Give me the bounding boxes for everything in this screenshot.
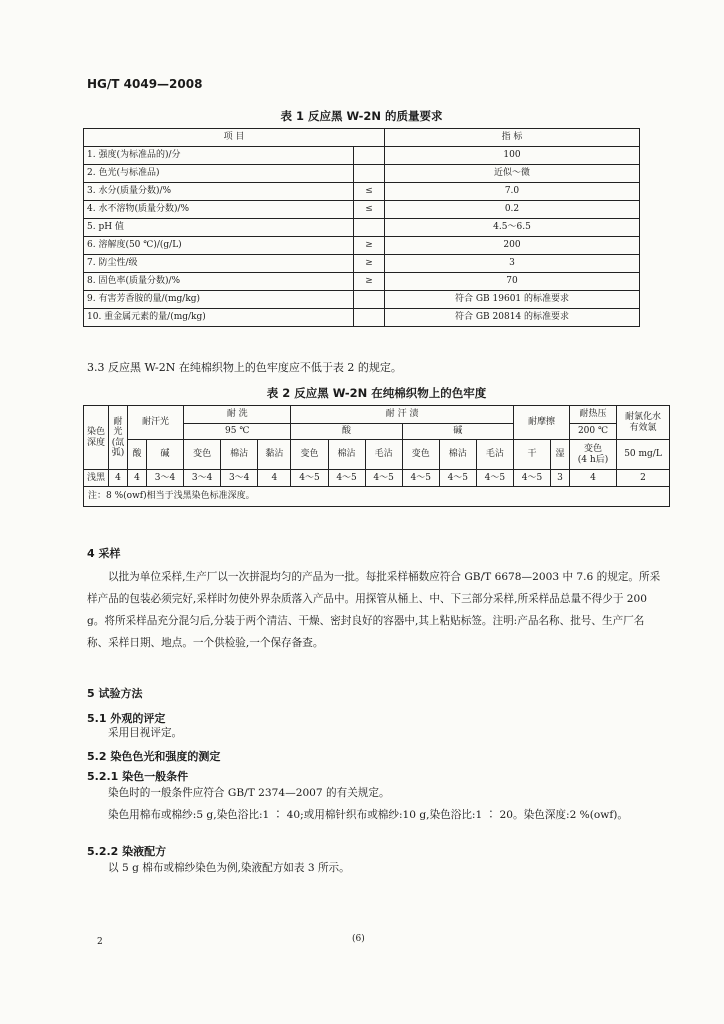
head-alkali-change: 变色 [402,440,439,470]
row-operator [354,291,385,309]
table-cell: 4～5 [402,470,439,487]
page-sequence: (6) [352,934,365,944]
table-row [84,291,640,309]
table-row [84,255,640,273]
head-sweat-light: 耐汗光 [128,406,184,440]
head-hot-press-temp: 200 ℃ [570,424,617,440]
header-item: 项 目 [84,129,385,147]
table-header-row [84,129,640,147]
table1-caption: 表 1 反应黑 W-2N 的质量要求 [280,109,443,123]
table-cell: 4 [258,470,291,487]
head-light: 耐光(氙弧) [109,406,128,470]
row-operator [354,147,385,165]
table-row [84,237,640,255]
row-value: 符合 GB 20814 的标准要求 [385,309,640,327]
row-value: 近似～微 [385,165,640,183]
head-wash-viscose: 黏沾 [258,440,291,470]
table-row [84,470,670,487]
row-item: 2. 色光(与标准品) [84,165,354,183]
head-alkali-wool: 毛沾 [476,440,513,470]
row-value: 70 [385,273,640,291]
table-cell: 4～5 [291,470,328,487]
section-4-body: 以批为单位采样,生产厂以一次拼混均匀的产品为一批。每批采样桶数应符合 GB/T 6678—2003 中 7.6 的规定。所采样产品的包装必须完好,采样时勿使外界杂质落入产品中。用探管从桶上、中、下三部分采样,所采样品总量不得少于 200 g。将所采样品充分混匀后,分装于两个清洁、干燥、密封良好的容器中,其上粘贴标签。注明:产品名称、批号、生产厂名称、采样日期、地点。一个供检验,一个保存备查。 [87,571,661,649]
head-wash-change: 变色 [184,440,221,470]
table-cell: 4～5 [328,470,365,487]
head-perspiration: 耐 汗 渍 [291,406,513,424]
row-value: 4.5～6.5 [385,219,640,237]
table-cell: 4 [128,470,147,487]
section-5-2-1-body2: 染色用棉布或棉纱:5 g,染色浴比:1 ∶ 40;或用棉针织布或棉纱:10 g,染色浴比:1 ∶ 20。染色深度:2 %(owf)。 [108,809,628,821]
head-sweat-alkali: 碱 [146,440,183,470]
table-cell: 4～5 [439,470,476,487]
row-value: 3 [385,255,640,273]
quality-requirements-table [83,128,640,327]
head-sweat-acid: 酸 [128,440,147,470]
head-alkali-cotton: 棉沾 [439,440,476,470]
table-cell: 浅黑 [84,470,109,487]
head-hot-press: 耐热压 [570,406,617,424]
row-value: 0.2 [385,201,640,219]
table-cell: 3～4 [221,470,258,487]
head-wet: 湿 [550,440,569,470]
row-operator [354,165,385,183]
row-item: 4. 水不溶物(质量分数)/% [84,201,354,219]
table-cell: 3～4 [184,470,221,487]
page-number: 2 [97,937,103,947]
row-value: 符合 GB 19601 的标准要求 [385,291,640,309]
head-dry: 干 [513,440,550,470]
document-header: HG/T 4049—2008 [87,77,203,91]
section-5-2-2-title: 5.2.2 染液配方 [87,845,167,858]
section-5-2-2-body: 以 5 g 棉布或棉纱染色为例,染液配方如表 3 所示。 [108,862,350,874]
row-operator: ≥ [354,255,385,273]
table-cell: 4 [109,470,128,487]
row-operator: ≥ [354,237,385,255]
table-row [84,147,640,165]
head-chlorine-conc: 50 mg/L [617,440,670,470]
section-5-2-title: 5.2 染色色光和强度的测定 [87,750,221,763]
head-alkali: 碱 [402,424,513,440]
table2-caption: 表 2 反应黑 W-2N 在纯棉织物上的色牢度 [266,386,487,400]
row-item: 10. 重金属元素的量/(mg/kg) [84,309,354,327]
table-cell: 2 [617,470,670,487]
row-operator: ≤ [354,183,385,201]
row-item: 1. 强度(为标准品的)/分 [84,147,354,165]
head-hot-press-change: 变色 (4 h后) [570,440,617,470]
table-cell: 4～5 [513,470,550,487]
row-operator: ≥ [354,273,385,291]
head-wash-cotton: 棉沾 [221,440,258,470]
section-5-1-body: 采用目视评定。 [108,727,183,739]
table-cell: 4 [570,470,617,487]
table-row [84,201,640,219]
table-cell: 3 [550,470,569,487]
row-value: 7.0 [385,183,640,201]
clause-3-3: 3.3 反应黑 W-2N 在纯棉织物上的色牢度应不低于表 2 的规定。 [87,361,402,374]
row-value: 200 [385,237,640,255]
table-row [84,273,640,291]
section-5-2-1-body1: 染色时的一般条件应符合 GB/T 2374—2007 的有关规定。 [108,787,390,799]
head-wash-temp: 95 ℃ [184,424,291,440]
head-acid-change: 变色 [291,440,328,470]
head-depth: 染色深度 [84,406,109,470]
table2-note: 注：8 %(owf)相当于浅黑染色标准深度。 [84,487,670,507]
row-item: 6. 溶解度(50 ℃)/(g/L) [84,237,354,255]
row-item: 3. 水分(质量分数)/% [84,183,354,201]
row-operator [354,219,385,237]
table-row [84,183,640,201]
table-cell: 4～5 [365,470,402,487]
head-rubbing: 耐摩擦 [513,406,569,440]
row-operator [354,309,385,327]
row-item: 8. 固色率(质量分数)/% [84,273,354,291]
row-item: 7. 防尘性/级 [84,255,354,273]
head-acid-cotton: 棉沾 [328,440,365,470]
section-5-title: 5 试验方法 [87,687,143,700]
table-row [84,165,640,183]
row-operator: ≤ [354,201,385,219]
table-cell: 3～4 [146,470,183,487]
head-acid: 酸 [291,424,402,440]
head-acid-wool: 毛沾 [365,440,402,470]
section-5-2-1-title: 5.2.1 染色一般条件 [87,770,189,783]
header-value: 指 标 [385,129,640,147]
head-wash: 耐 洗 [184,406,291,424]
row-value: 100 [385,147,640,165]
color-fastness-table [83,405,670,507]
head-chlorine: 耐氯化水 有效氯 [617,406,670,440]
section-4-title: 4 采样 [87,547,121,560]
row-item: 9. 有害芳香胺的量/(mg/kg) [84,291,354,309]
section-5-1-title: 5.1 外观的评定 [87,712,166,725]
row-item: 5. pH 值 [84,219,354,237]
table-row [84,309,640,327]
table-cell: 4～5 [476,470,513,487]
table-row [84,219,640,237]
